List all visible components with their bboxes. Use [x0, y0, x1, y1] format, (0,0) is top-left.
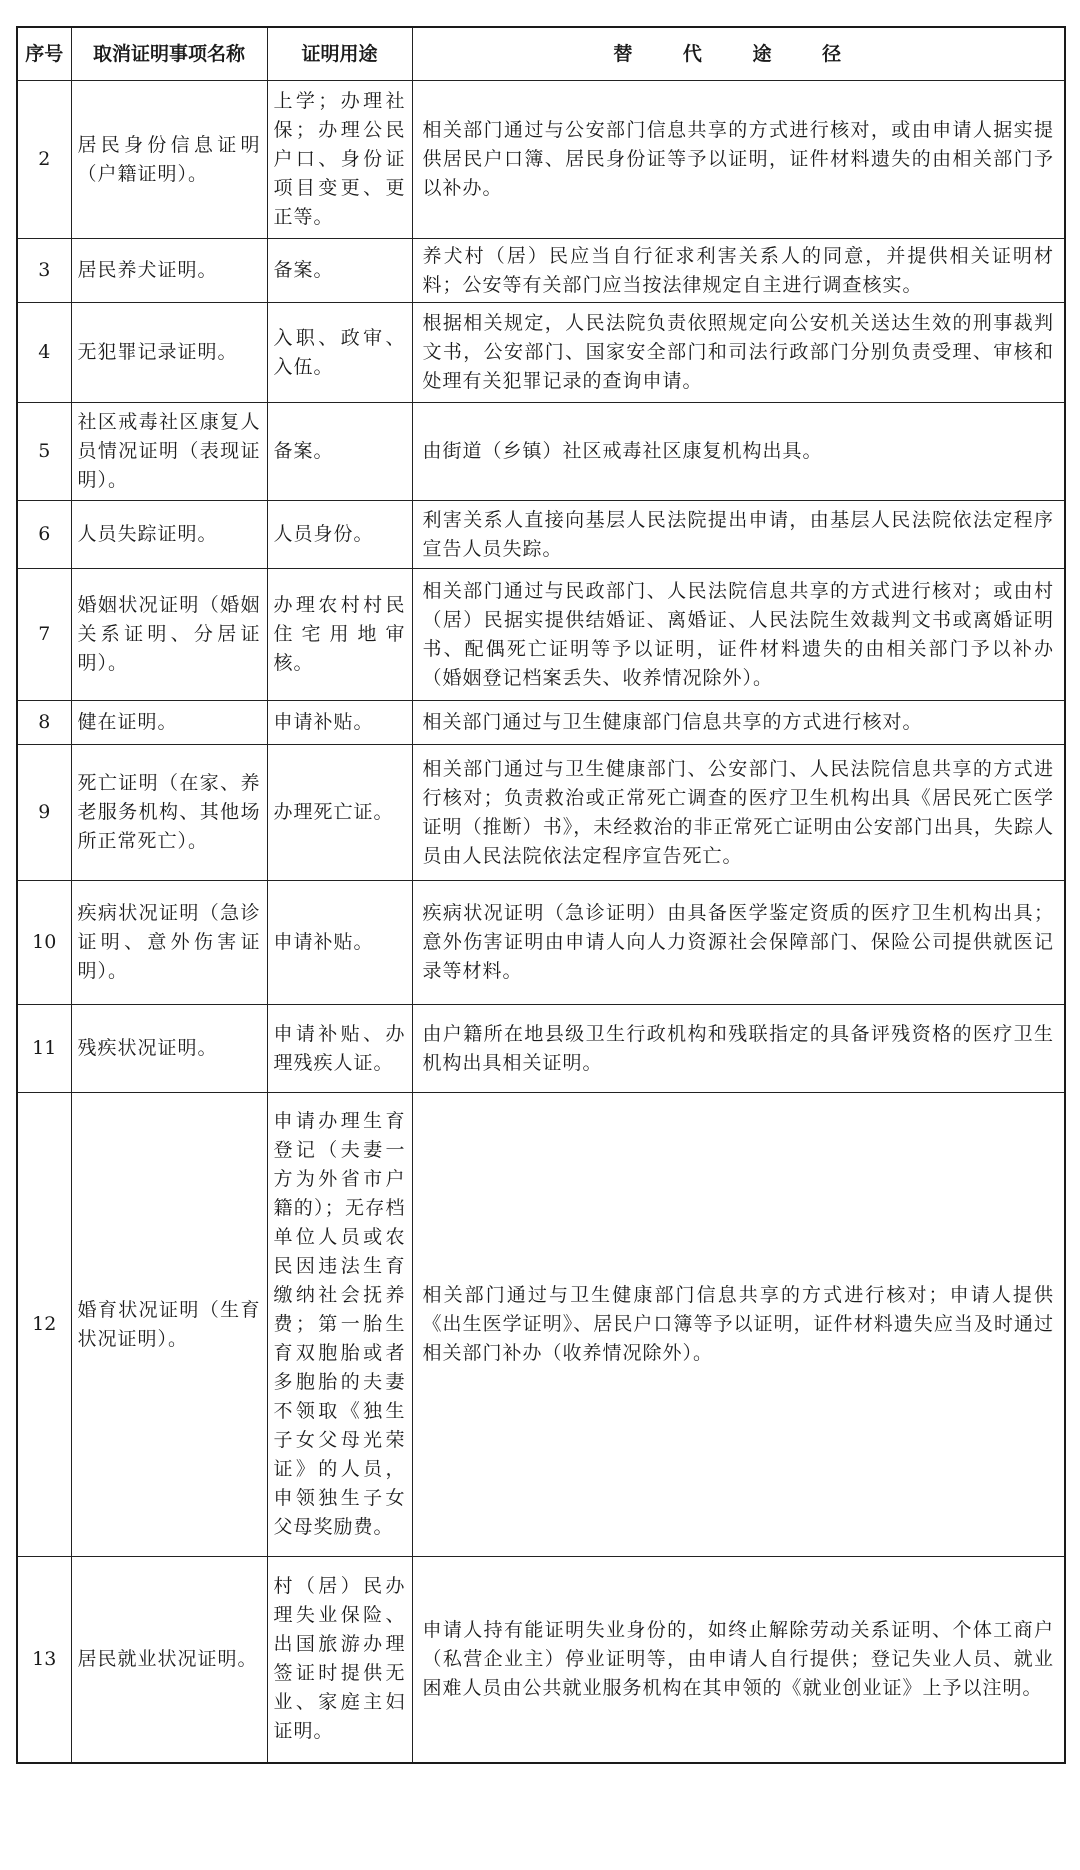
header-serial-number: 序号 — [17, 27, 71, 81]
table-row — [17, 569, 1065, 701]
row-serial-number: 10 — [17, 881, 71, 1005]
row-serial-number: 12 — [17, 1093, 71, 1557]
row-alternative-approach: 养犬村（居）民应当自行征求利害关系人的同意，并提供相关证明材料；公安等有关部门应当按法律规定自主进行调查核实。 — [412, 239, 1065, 303]
row-certificate-use: 村（居）民办理失业保险、出国旅游办理签证时提供无业、家庭主妇证明。 — [267, 1557, 412, 1763]
row-alternative-approach: 疾病状况证明（急诊证明）由具备医学鉴定资质的医疗卫生机构出具；意外伤害证明由申请人向人力资源社会保障部门、保险公司提供就医记录等材料。 — [412, 881, 1065, 1005]
row-alternative-approach: 相关部门通过与卫生健康部门、公安部门、人民法院信息共享的方式进行核对；负责救治或正常死亡调查的医疗卫生机构出具《居民死亡医学证明（推断）书》，未经救治的非正常死亡证明由公安部门出具，失踪人员由人民法院依法定程序宣告死亡。 — [412, 745, 1065, 881]
row-serial-number: 8 — [17, 701, 71, 745]
table-header-row — [17, 27, 1065, 81]
row-alternative-approach: 利害关系人直接向基层人民法院提出申请，由基层人民法院依法定程序宣告人员失踪。 — [412, 501, 1065, 569]
row-serial-number: 6 — [17, 501, 71, 569]
row-certificate-use: 入职、政审、入伍。 — [267, 303, 412, 403]
row-item-name: 残疾状况证明。 — [71, 1005, 267, 1093]
table-row — [17, 403, 1065, 501]
row-item-name: 居民养犬证明。 — [71, 239, 267, 303]
row-item-name: 婚姻状况证明（婚姻关系证明、分居证明）。 — [71, 569, 267, 701]
header-certificate-use: 证明用途 — [267, 27, 412, 81]
row-serial-number: 11 — [17, 1005, 71, 1093]
row-item-name: 疾病状况证明（急诊证明、意外伤害证明）。 — [71, 881, 267, 1005]
row-certificate-use: 申请补贴。 — [267, 701, 412, 745]
row-certificate-use: 申请补贴、办理残疾人证。 — [267, 1005, 412, 1093]
row-certificate-use: 申请补贴。 — [267, 881, 412, 1005]
table-row — [17, 239, 1065, 303]
header-alternative-approach: 替 代 途 径 — [412, 27, 1065, 81]
row-serial-number: 5 — [17, 403, 71, 501]
row-serial-number: 13 — [17, 1557, 71, 1763]
row-item-name: 社区戒毒社区康复人员情况证明（表现证明）。 — [71, 403, 267, 501]
row-serial-number: 3 — [17, 239, 71, 303]
row-serial-number: 2 — [17, 81, 71, 239]
table-row — [17, 303, 1065, 403]
row-certificate-use: 上学；办理社保；办理公民户口、身份证项目变更、更正等。 — [267, 81, 412, 239]
table-row — [17, 745, 1065, 881]
row-alternative-approach: 根据相关规定，人民法院负责依照规定向公安机关送达生效的刑事裁判文书，公安部门、国家安全部门和司法行政部门分别负责受理、审核和处理有关犯罪记录的查询申请。 — [412, 303, 1065, 403]
table-row — [17, 881, 1065, 1005]
row-item-name: 死亡证明（在家、养老服务机构、其他场所正常死亡）。 — [71, 745, 267, 881]
table-row — [17, 81, 1065, 239]
certificate-cancellation-table — [16, 26, 1066, 1764]
row-serial-number: 4 — [17, 303, 71, 403]
row-alternative-approach: 相关部门通过与公安部门信息共享的方式进行核对，或由申请人据实提供居民户口簿、居民身份证等予以证明，证件材料遗失的由相关部门予以补办。 — [412, 81, 1065, 239]
row-alternative-approach: 由户籍所在地县级卫生行政机构和残联指定的具备评残资格的医疗卫生机构出具相关证明。 — [412, 1005, 1065, 1093]
row-certificate-use: 办理农村村民住宅用地审核。 — [267, 569, 412, 701]
row-item-name: 健在证明。 — [71, 701, 267, 745]
row-item-name: 人员失踪证明。 — [71, 501, 267, 569]
row-item-name: 婚育状况证明（生育状况证明）。 — [71, 1093, 267, 1557]
header-item-name: 取消证明事项名称 — [71, 27, 267, 81]
table-row — [17, 501, 1065, 569]
table-row — [17, 1005, 1065, 1093]
row-item-name: 无犯罪记录证明。 — [71, 303, 267, 403]
row-item-name: 居民身份信息证明（户籍证明）。 — [71, 81, 267, 239]
row-serial-number: 9 — [17, 745, 71, 881]
row-serial-number: 7 — [17, 569, 71, 701]
row-certificate-use: 备案。 — [267, 239, 412, 303]
table-row — [17, 1557, 1065, 1763]
row-certificate-use: 备案。 — [267, 403, 412, 501]
table-row — [17, 701, 1065, 745]
row-item-name: 居民就业状况证明。 — [71, 1557, 267, 1763]
row-alternative-approach: 相关部门通过与卫生健康部门信息共享的方式进行核对。 — [412, 701, 1065, 745]
row-alternative-approach: 相关部门通过与卫生健康部门信息共享的方式进行核对；申请人提供《出生医学证明》、居民户口簿等予以证明，证件材料遗失应当及时通过相关部门补办（收养情况除外）。 — [412, 1093, 1065, 1557]
row-certificate-use: 人员身份。 — [267, 501, 412, 569]
table-row — [17, 1093, 1065, 1557]
row-certificate-use: 申请办理生育登记（夫妻一方为外省市户籍的）；无存档单位人员或农民因违法生育缴纳社会抚养费；第一胎生育双胞胎或者多胞胎的夫妻不领取《独生子女父母光荣证》的人员，申领独生子女父母奖励费。 — [267, 1093, 412, 1557]
row-certificate-use: 办理死亡证。 — [267, 745, 412, 881]
row-alternative-approach: 申请人持有能证明失业身份的，如终止解除劳动关系证明、个体工商户（私营企业主）停业证明等，由申请人自行提供；登记失业人员、就业困难人员由公共就业服务机构在其申领的《就业创业证》上予以注明。 — [412, 1557, 1065, 1763]
row-alternative-approach: 由街道（乡镇）社区戒毒社区康复机构出具。 — [412, 403, 1065, 501]
row-alternative-approach: 相关部门通过与民政部门、人民法院信息共享的方式进行核对；或由村（居）民据实提供结婚证、离婚证、人民法院生效裁判文书或离婚证明书、配偶死亡证明等予以证明，证件材料遗失的由相关部门予以补办（婚姻登记档案丢失、收养情况除外）。 — [412, 569, 1065, 701]
